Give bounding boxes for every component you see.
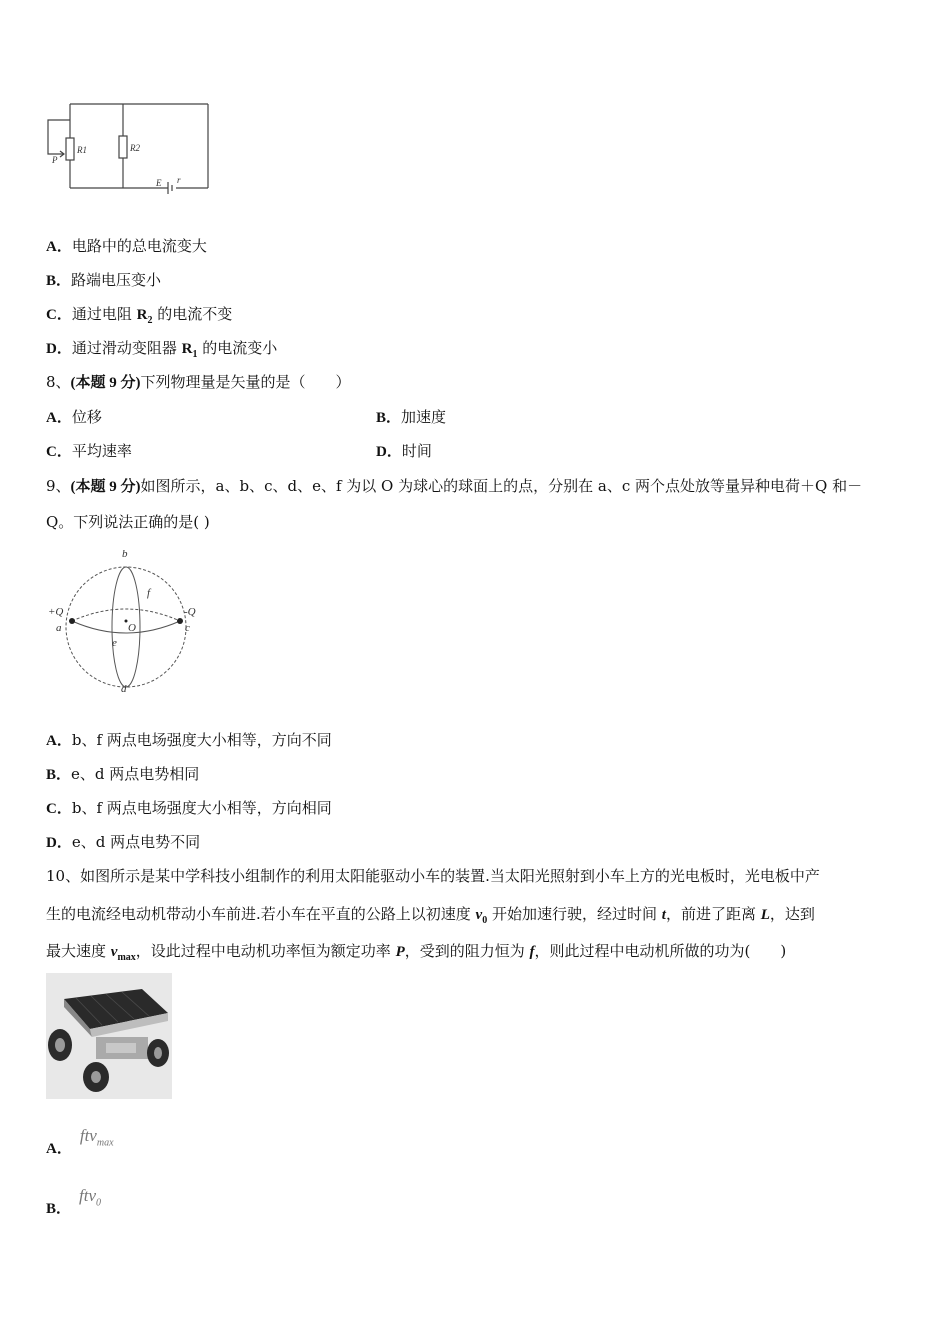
q8-option-d: D．时间: [376, 442, 432, 460]
q10-option-b: B．ftv$_0$: [46, 1186, 102, 1217]
label-b: b: [122, 548, 128, 560]
q9-option-a: A．b、f 两点电场强度大小相等，方向不同: [46, 731, 332, 749]
label-R1: R1: [77, 145, 87, 155]
q10-stem-line1: 10、如图所示是某中学科技小组制作的利用太阳能驱动小车的装置.当太阳光照射到小车上方的光电板时，光电板中产: [46, 867, 820, 885]
label-c: c: [185, 622, 190, 634]
q9-stem-line2: Q。下列说法正确的是( ): [46, 513, 210, 531]
q7-option-b: B．路端电压变小: [46, 271, 162, 289]
q8-stem: 8、(本题 9 分)下列物理量是矢量的是（ ）: [46, 373, 351, 391]
label-minus-q: -Q: [184, 606, 196, 618]
q7-option-c: C．通过电阻 $R_2$ 的电流不变: [46, 305, 233, 326]
label-E: E: [156, 178, 162, 188]
q9-option-b: B．e、d 两点电势相同: [46, 765, 200, 783]
q7-option-a: A．电路中的总电流变大: [46, 237, 207, 255]
label-e: e: [112, 637, 117, 649]
label-d: d: [121, 683, 127, 695]
q8-option-c: C．平均速率: [46, 442, 132, 460]
q10-stem-line2: 生的电流经电动机带动小车前进.若小车在平直的公路上以初速度 $v_0$ 开始加速行驶，经过时间 t，前进了距离 L，达到: [46, 905, 815, 926]
q8-option-a: A．位移: [46, 408, 102, 426]
label-P: P: [52, 155, 58, 165]
label-r: r: [177, 175, 181, 185]
label-o: O: [128, 622, 136, 634]
label-R2: R2: [130, 143, 140, 153]
q9-stem-line1: 9、(本题 9 分)如图所示，a、b、c、d、e、f 为以 O 为球心的球面上的点，分别在 a、c 两个点处放等量异种电荷＋Q 和－: [46, 477, 863, 495]
label-plus-q: +Q: [48, 606, 64, 618]
q9-option-c: C．b、f 两点电场强度大小相等，方向相同: [46, 799, 332, 817]
sphere-diagram: [44, 545, 204, 695]
q10-option-a: A．ftv$_{max}$: [46, 1126, 114, 1157]
solar-car-photo: [46, 973, 172, 1099]
q7-option-d: D．通过滑动变阻器 $R_1$ 的电流变小: [46, 339, 278, 360]
q10-stem-line3: 最大速度 $v_{max}$，设此过程中电动机功率恒为额定功率 P，受到的阻力恒为 f，则此过程中电动机所做的功为( ): [46, 942, 787, 963]
label-f: f: [147, 587, 151, 599]
q8-option-b: B．加速度: [376, 408, 447, 426]
circuit-diagram: [40, 98, 215, 198]
label-a: a: [56, 622, 62, 634]
q9-option-d: D．e、d 两点电势不同: [46, 833, 201, 851]
